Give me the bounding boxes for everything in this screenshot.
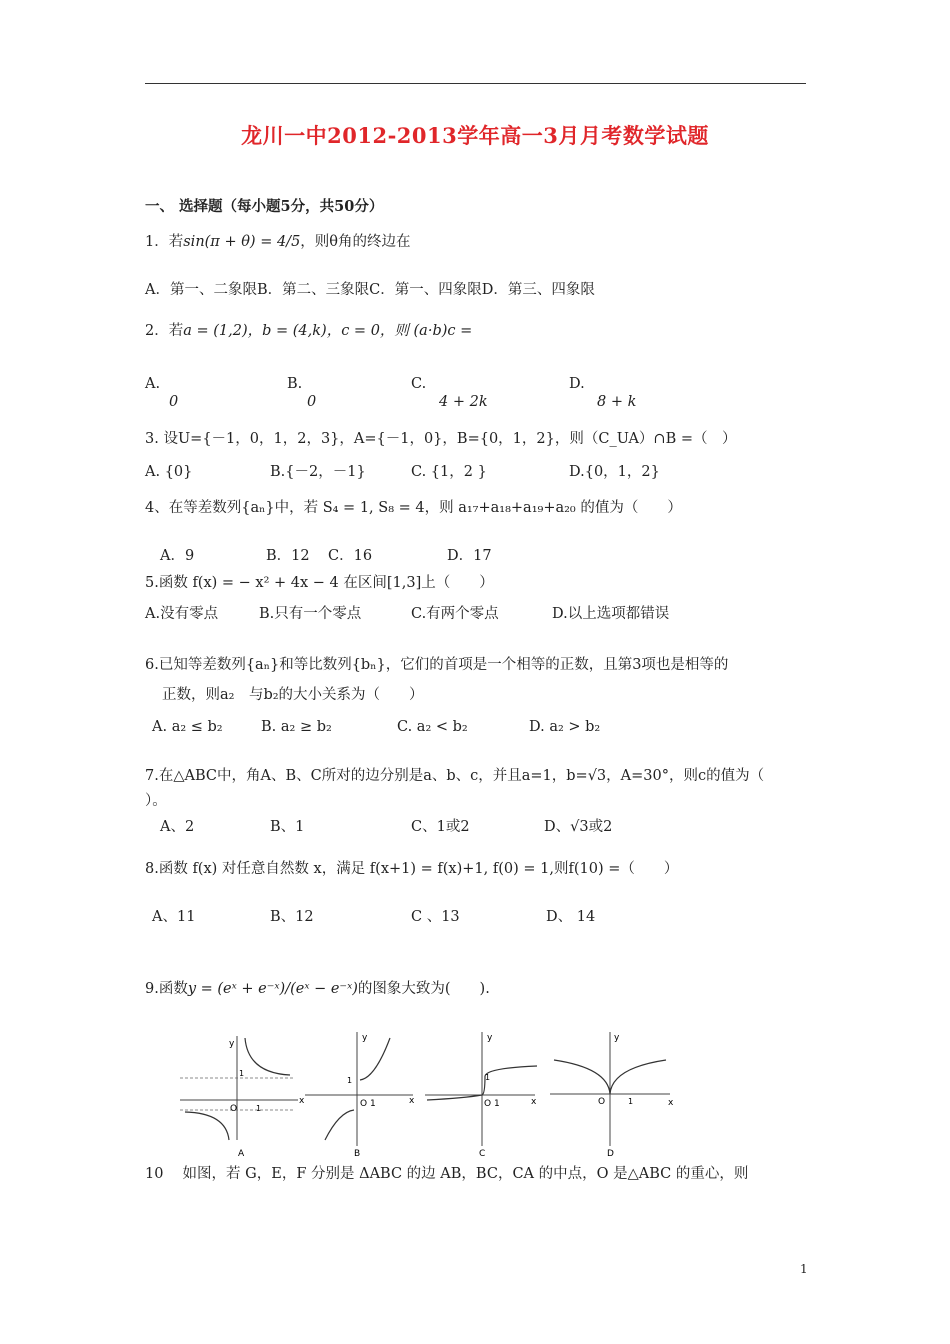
q2-option-b-value: 0 (307, 394, 317, 410)
q1-options: A．第一、二象限B．第二、三象限C．第一、四象限D．第三、四象限 (145, 282, 595, 298)
q9-graph-c-y-one: 1 (485, 1073, 491, 1082)
q5-option-a: A.没有零点 (145, 606, 219, 622)
q2-option-a (145, 375, 178, 411)
q2-option-d-value: 8 + k (597, 394, 637, 410)
q9-graph-c-label: C (479, 1149, 486, 1158)
q8-option-b: B、12 (270, 909, 314, 925)
q2-option-b (287, 375, 316, 411)
question-10: 10 如图，若 G，E，F 分别是 ΔABC 的边 AB，BC，CA 的中点，O 是△ABC 的重心，则 (145, 1166, 749, 1182)
q9-graph-b (305, 1028, 420, 1158)
question-6-line2: 正数，则a₂ 与b₂的大小关系为（ ） (162, 687, 424, 703)
q1-suffix: ，则θ角的终边在 (300, 234, 411, 250)
q3-option-c: C. {1，2 } (411, 464, 487, 480)
question-9 (145, 980, 490, 998)
q5-option-c: C.有两个零点 (411, 606, 499, 622)
q9-graph-a-x-one: 1 (256, 1104, 262, 1113)
q9-graph-b-x-label: x (409, 1096, 415, 1106)
q9-graph-a-y-label: y (229, 1039, 235, 1049)
q8-option-c: C 、13 (411, 909, 460, 925)
question-3: 3. 设U={－1，0，1，2，3}，A={－1，0}，B={0，1，2}，则（C_UA）∩B =（ ） (145, 431, 737, 447)
q9-graph-a (180, 1028, 305, 1158)
q4-option-a: A．9 (160, 548, 195, 564)
q5-option-d: D.以上选项都错误 (552, 606, 670, 622)
q3-option-d: D.{0，1，2} (569, 464, 660, 480)
q1-expression: sin(π + θ) = 4/5 (183, 234, 301, 250)
page-number: 1 (800, 1262, 808, 1276)
q2-option-d-letter: D. (569, 376, 585, 392)
q9-graph-a-origin: O (230, 1104, 238, 1114)
q4-option-c: C．16 (328, 548, 373, 564)
q8-option-d: D、 14 (546, 909, 596, 925)
q9-suffix: 的图象大致为( ). (357, 981, 490, 997)
q9-graph-c-x-label: x (531, 1097, 537, 1107)
q9-graph-d (548, 1028, 678, 1158)
question-1 (145, 233, 411, 251)
q9-graph-b-y-one: 1 (347, 1076, 353, 1085)
q7-option-b: B、1 (270, 819, 305, 835)
q7-option-c: C、1或2 (411, 819, 470, 835)
q2-option-d (569, 375, 636, 411)
question-6-line1: 6.已知等差数列{aₙ}和等比数列{bₙ}，它们的首项是一个相等的正数，且第3项也是相等的 (145, 657, 729, 673)
q7-option-d: D、√3或2 (544, 819, 613, 835)
exam-title: 龙川一中2012-2013学年高一3月月考数学试题 (241, 123, 709, 148)
section-heading: 一、 选择题（每小题5分，共50分） (145, 198, 384, 215)
q7-option-a: A、2 (160, 819, 195, 835)
q9-graph-a-y-one: 1 (239, 1069, 245, 1078)
q9-graph-a-x-label: x (299, 1096, 305, 1106)
q6-option-c: C. a₂ < b₂ (397, 719, 468, 735)
q9-graph-b-origin: O 1 (360, 1099, 376, 1109)
q2-option-c (411, 375, 488, 411)
q9-graph-d-label: D (607, 1149, 614, 1158)
q4-option-d: D．17 (447, 548, 492, 564)
q2-option-c-letter: C. (411, 376, 427, 392)
q5-option-b: B.只有一个零点 (259, 606, 362, 622)
question-7-line1: 7.在△ABC中，角A、B、C所对的边分别是a、b、c，并且a=1，b=√3，A=30°，则c的值为（ (145, 768, 765, 784)
q2-option-a-letter: A. (145, 376, 161, 392)
question-5: 5.函数 f(x) = − x² + 4x − 4 在区间[1,3]上（ ） (145, 575, 494, 591)
q2-option-b-letter: B. (287, 376, 303, 392)
q9-graph-d-y-label: y (614, 1033, 620, 1043)
question-8: 8.函数 f(x) 对任意自然数 x，满足 f(x+1) = f(x)+1, f(0) = 1,则f(10) =（ ） (145, 861, 679, 877)
q6-option-b: B. a₂ ≥ b₂ (261, 719, 332, 735)
q8-option-a: A、11 (152, 909, 196, 925)
q9-graph-b-y-label: y (362, 1033, 368, 1043)
header-rule (145, 83, 806, 84)
q9-graph-d-x-one: 1 (628, 1097, 634, 1106)
q9-prefix: 9.函数 (145, 981, 188, 997)
q9-expression: y = (eˣ + e⁻ˣ)/(eˣ − e⁻ˣ) (187, 981, 358, 997)
q2-option-a-value: 0 (169, 394, 179, 410)
q3-option-a: A. {0} (145, 464, 193, 480)
q1-prefix: 1．若 (145, 234, 184, 250)
q6-option-a: A. a₂ ≤ b₂ (152, 719, 223, 735)
question-4: 4、在等差数列{aₙ}中，若 S₄ = 1, S₈ = 4，则 a₁₇+a₁₈+a₁₉+a₂₀ 的值为（ ） (145, 500, 682, 516)
q2-prefix: 2．若 (145, 323, 184, 339)
q9-graph-d-origin: O (598, 1097, 606, 1107)
q9-graph-d-x-label: x (668, 1098, 674, 1108)
q9-graph-b-label: B (354, 1149, 361, 1158)
q9-graph-a-label: A (238, 1149, 245, 1158)
q9-graph-c-origin: O 1 (484, 1099, 500, 1109)
q4-option-b: B．12 (266, 548, 310, 564)
q2-expression: a = (1,2)，b = (4,k)，c = 0，则 (a·b)c = (183, 323, 473, 339)
question-7-line2: ）。 (145, 793, 167, 809)
q3-option-b: B.{－2，－1} (270, 464, 366, 480)
q9-graph-c (425, 1028, 545, 1158)
q2-option-c-value: 4 + 2k (439, 394, 488, 410)
q9-graph-c-y-label: y (487, 1033, 493, 1043)
q6-option-d: D. a₂ > b₂ (529, 719, 601, 735)
question-2 (145, 322, 472, 340)
